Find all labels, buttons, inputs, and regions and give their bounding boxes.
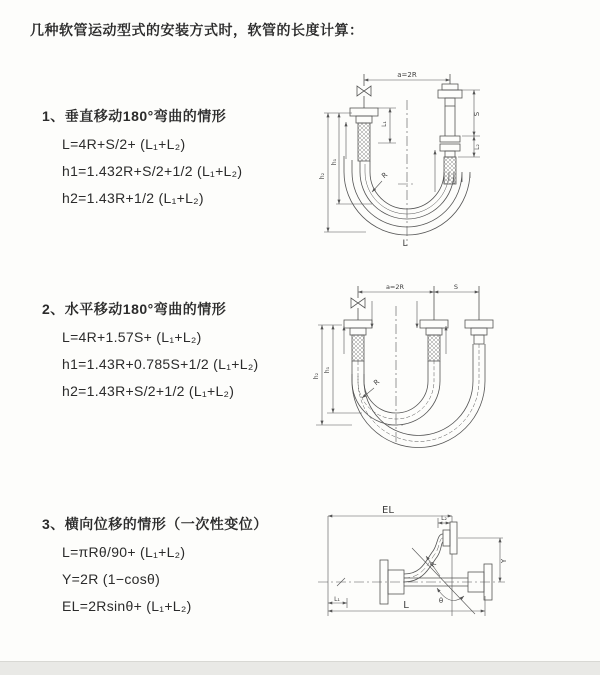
dim-label-l2: L₂ bbox=[441, 515, 447, 522]
dim-label-h1: h₁ bbox=[324, 366, 331, 374]
formula-line: h2=1.43R+1/2 (L₁+L₂) bbox=[62, 190, 204, 206]
dim-label-h2: h₂ bbox=[319, 172, 326, 180]
formula-line: L=4R+1.57S+ (L₁+L₂) bbox=[62, 329, 202, 345]
radius-label: R bbox=[428, 560, 439, 570]
diagram-vertical-bend bbox=[306, 64, 596, 254]
valve-icon bbox=[357, 86, 364, 96]
formula-line: h1=1.432R+S/2+1/2 (L₁+L₂) bbox=[62, 163, 243, 179]
formula-line: h2=1.43R+S/2+1/2 (L₁+L₂) bbox=[62, 383, 235, 399]
formula-line: h1=1.43R+0.785S+1/2 (L₁+L₂) bbox=[62, 356, 259, 372]
valve-icon bbox=[358, 298, 365, 308]
dim-label-a2r: a=2R bbox=[397, 71, 417, 79]
angle-label: θ bbox=[438, 597, 444, 605]
center-line bbox=[388, 306, 404, 444]
hose-position-2-outline bbox=[352, 344, 485, 448]
upper-flange bbox=[443, 522, 457, 554]
right-pipe bbox=[438, 74, 462, 184]
formula-line: L=4R+S/2+ (L₁+L₂) bbox=[62, 136, 186, 152]
right-pipe bbox=[465, 286, 493, 344]
section-vertical-bend bbox=[42, 106, 242, 217]
dim-label-h1: h₁ bbox=[331, 158, 338, 166]
valve-icon bbox=[351, 298, 358, 308]
section-horizontal-bend bbox=[42, 299, 259, 410]
page-title: 几种软管运动型式的安装方式时，软管的长度计算： bbox=[30, 22, 364, 38]
radius-label: R bbox=[380, 170, 390, 181]
dimension-lines bbox=[328, 516, 503, 616]
section-3-heading: 3、横向位移的情形（一次性变位） bbox=[42, 516, 268, 532]
dim-label-s: S bbox=[473, 111, 481, 117]
page-bottom-edge bbox=[0, 661, 600, 675]
dimension-lines bbox=[324, 80, 480, 232]
valve-icon bbox=[364, 86, 371, 96]
dim-label-el: EL bbox=[382, 505, 394, 516]
diagram-lateral-displacement bbox=[300, 496, 600, 656]
radius-label: R bbox=[372, 377, 382, 388]
dim-label-h2: h₂ bbox=[313, 372, 320, 380]
formula-line: Y=2R (1−cosθ) bbox=[62, 571, 161, 587]
dim-label-a2r: a=2R bbox=[385, 283, 405, 291]
left-pipe-with-valve bbox=[344, 286, 372, 361]
dim-label-l2: L₂ bbox=[474, 144, 481, 150]
diagram-horizontal-bend bbox=[306, 276, 600, 456]
dim-label-l1: L₁ bbox=[381, 121, 388, 127]
formula-line: EL=2Rsinθ+ (L₁+L₂) bbox=[62, 598, 192, 614]
left-pipe-with-valve bbox=[350, 74, 378, 161]
dim-label-l1: L₁ bbox=[334, 596, 340, 603]
middle-pipe bbox=[420, 286, 448, 361]
length-label: L bbox=[403, 600, 409, 611]
section-2-heading: 2、水平移动180°弯曲的情形 bbox=[42, 301, 227, 317]
center-line bbox=[398, 100, 416, 245]
dim-label-s: S bbox=[453, 283, 459, 291]
curved-hose-outline bbox=[404, 534, 443, 582]
dimension-lines bbox=[316, 292, 479, 425]
formula-line: L=πRθ/90+ (L₁+L₂) bbox=[62, 544, 186, 560]
dim-label-y: Y bbox=[500, 558, 508, 564]
section-lateral-displacement bbox=[42, 514, 268, 625]
length-label: L bbox=[402, 239, 408, 249]
section-1-heading: 1、垂直移动180°弯曲的情形 bbox=[42, 108, 227, 124]
